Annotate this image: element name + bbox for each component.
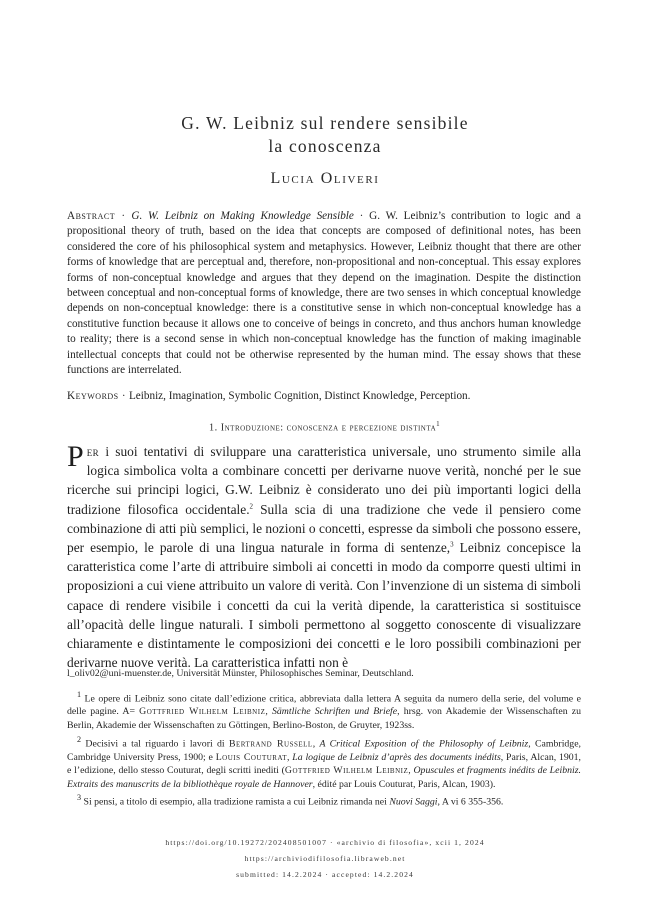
footnote-text: , hrsg. von Akademie der Wissenschaften zu Berlin, Akademie der Wissenschaften zu Göttingen, Berlino-Boston, de Gruyter, 1923ss. <box>67 706 582 732</box>
keywords <box>67 389 581 404</box>
footnote-work-title: Nuovi Saggi <box>389 796 438 808</box>
footnote-text: , <box>265 706 272 718</box>
abstract-text: · G. W. Leibniz’s contribution to logic and a propositional theory of truth, based on the idea that concepts are composed of definitional notes, has been considered the core of his philosophical system and metaphysics. However, Leibniz thought that there are other forms of knowledge that are perceptual and, therefore, non-propositional and non-conceptual. This essay explores forms of non-conceptual knowledge and argues that they depend on the imagination. Despite the distinction between conceptual and non-conceptual forms of knowledge, there are two senses in which conceptual knowledge depends on non-conceptual knowledge: there is a constitutive sense in which non-conceptual knowledge has a constitutive function because it allows one to conceive of beings in concreto, and thus anchors human knowledge to reality; there is a second sense in which non-conceptual knowledge has the function of making imaginable intellectual concepts that could not be otherwise represented by the human mind. The essay shows that these functions are interrelated. <box>67 210 582 377</box>
footer-url: https://archiviodifilosofia.libraweb.net <box>244 854 406 863</box>
lead-word: er <box>86 444 100 459</box>
footnotes <box>67 667 581 809</box>
keywords-label: Keywords · <box>67 390 127 402</box>
footnote-ref: 2 <box>249 502 254 511</box>
article-title-line-2: la conoscenza <box>268 136 382 156</box>
footnote-text: , <box>287 751 293 763</box>
footnote-text: , Cambridge, Cambridge University Press, 1900; e <box>67 737 582 763</box>
footnote-text: Decisivi a tal riguardo i lavori di <box>81 737 229 749</box>
footnote-2 <box>67 733 581 792</box>
abstract <box>67 209 581 378</box>
drop-cap: P <box>67 440 84 473</box>
footnote-ref: 3 <box>450 540 454 549</box>
footnote-number: 1 <box>77 689 82 699</box>
footnote-text: Si pensi, a titolo di esempio, alla tradizione ramista a cui Leibniz rimanda nei <box>81 796 390 808</box>
author-name: Lucia Oliveri <box>270 170 380 187</box>
abstract-label: Abstract · <box>67 210 126 222</box>
body-text-part-2: Sulla scia di una tradizione che vede il pensiero come combinazione di atti più semplici, le nozioni o concetti, espresse da simboli che possono essere, per esempio, le parole di una lingua naturale in forma di sentenze, <box>67 501 581 556</box>
footer-doi: https://doi.org/10.19272/202408501007 · «archivio di filosofia», xcii 1, 2024 <box>165 838 485 847</box>
footnote-work-title: Sämtliche Schriften und Briefe <box>271 706 398 718</box>
footnote-1 <box>67 688 581 733</box>
article-title-line-1: G. W. Leibniz sul rendere sensibile <box>181 113 469 133</box>
section-heading-text: 1. Introduzione: conoscenza e percezione distinta <box>209 422 437 434</box>
body-text-part-1: i suoi tentativi di sviluppare una caratteristica universale, uno strumento simile alla logica simbolica volta a combinare concetti per derivarne nuove verità, nonché per le sue ricerche sui principi logici, G.W. Leibniz è considerato uno dei più importanti logici della tradizione filosofica occidentale. <box>67 444 581 517</box>
author-affiliation: l_oliv02@uni-muenster.de, Universität Münster, Philosophisches Seminar, Deutschland. <box>67 668 414 679</box>
abstract-english-title: G. W. Leibniz on Making Knowledge Sensible <box>131 210 354 222</box>
section-heading <box>0 420 650 433</box>
footnote-text: , <box>408 765 414 777</box>
footnote-text: Le opere di Leibniz sono citate dall’edizione critica, abbreviata dalla lettera A seguita da numero della serie, del volume e delle pagine. A= <box>67 692 581 718</box>
footer-dates: submitted: 14.2.2024 · accepted: 14.2.2024 <box>236 870 414 879</box>
footnote-text: , <box>312 737 320 749</box>
footnote-number: 3 <box>77 793 82 803</box>
footnote-author: Gottfried Wilhelm Leibniz <box>284 765 409 777</box>
footnote-text: , A vi 6 355-356. <box>437 796 504 808</box>
body-paragraph <box>67 442 581 672</box>
footnote-text: , Paris, Alcan, 1901, e l’edizione, dello stesso Couturat, degli scritti inediti ( <box>67 751 582 777</box>
footnote-author: Bertrand Russell <box>228 737 313 749</box>
body-text-part-3: Leibniz concepisce la caratteristica come l’arte di attribuire simboli ai concetti in modo da comporre questi ultimi in proposizioni a cui viene attribuito un valore di verità. Con l’invenzione di un sistema di simboli capace di rendere visibile i concetti da cui la verità dipende, la caratteristica si sostituisce all’opacità delle lingue naturali. I simboli permettono al soggetto conoscente di visualizzare chiaramente e distintamente le composizioni dei concetti e le loro possibili combinazioni per derivarne nuove verità. La caratteristica infatti non è <box>67 540 581 671</box>
footnote-work-title: Opuscules et fragments inédits de Leibniz. Extraits des manuscrits de la bibliothèque royale de Hannover <box>67 765 581 790</box>
footnote-text: , édité par Louis Couturat, Paris, Alcan, 1903). <box>312 778 496 790</box>
footnote-work-title: La logique de Leibniz d’après des documents inédits <box>292 751 501 763</box>
footnote-author: Louis Couturat <box>215 751 288 763</box>
footnote-number: 2 <box>77 734 82 744</box>
footnote-3 <box>67 791 581 809</box>
footnote-author: Gottfried Wilhelm Leibniz <box>139 706 266 718</box>
keywords-text: Leibniz, Imagination, Symbolic Cognition, Distinct Knowledge, Perception. <box>126 390 471 402</box>
footnote-ref: 1 <box>436 420 441 428</box>
footnote-work-title: A Critical Exposition of the Philosophy of Leibniz <box>319 737 529 749</box>
